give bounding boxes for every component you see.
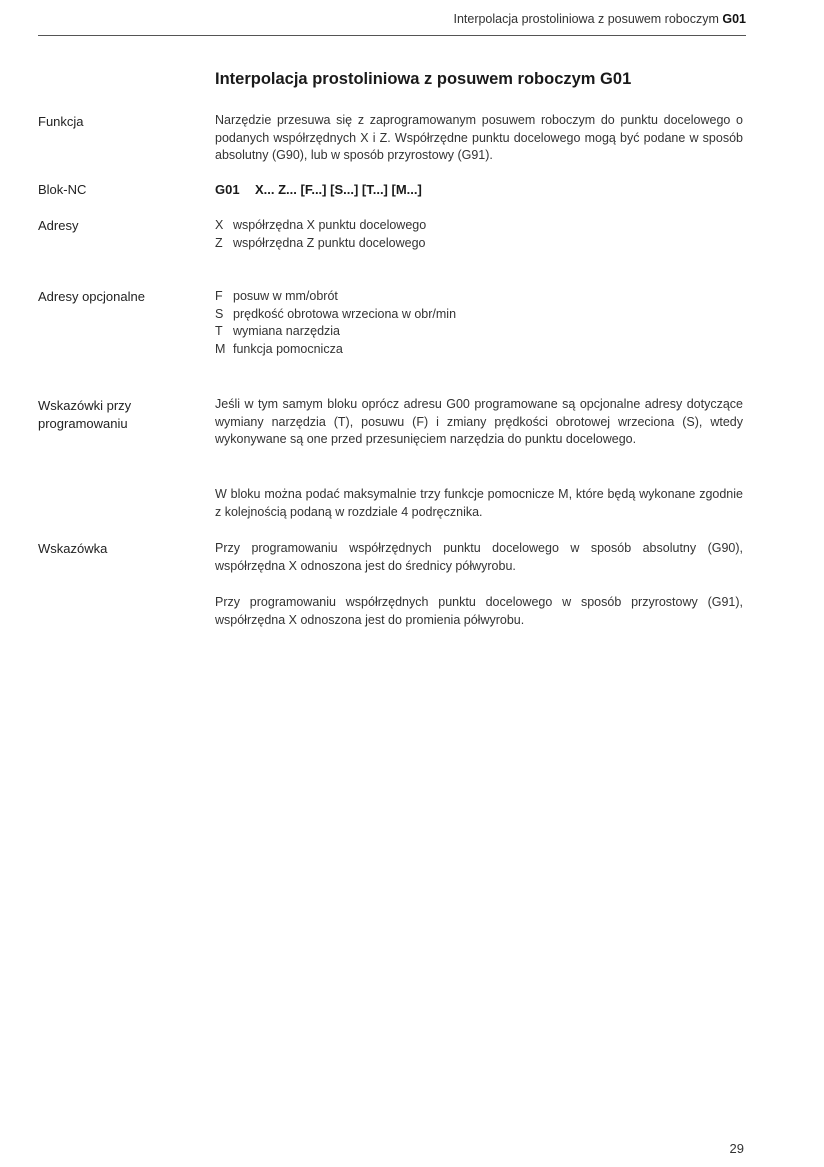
running-header-text: Interpolacja prostoliniowa z posuwem roboczym — [453, 12, 719, 26]
page-number: 29 — [729, 1141, 744, 1156]
address-desc: funkcja pomocnicza — [233, 341, 343, 356]
address-desc: współrzędna Z punktu docelowego — [233, 235, 426, 250]
header-rule — [38, 35, 746, 36]
nc-block-syntax — [215, 181, 743, 199]
address-key: Z — [215, 235, 223, 250]
funkcja-paragraph: Narzędzie przesuwa się z zaprogramowanym posuwem roboczym do punktu docelowego o podanych współrzędnych X i Z. Współrzędne punktu docelowego mogą być podane w sposób absolutny (G90), lub w sposób przyrostowy (G91). — [215, 113, 743, 162]
list-item — [215, 288, 743, 306]
address-key: X — [215, 218, 224, 232]
list-item — [215, 235, 743, 253]
label-wskazowki-line1: Wskazówki przy — [38, 398, 132, 413]
wskazowka-paragraph-2: Przy programowaniu współrzędnych punktu docelowego w sposób przyrostowy (G91), współrzędna X odnoszona jest do promienia półwyrobu. — [215, 595, 743, 627]
list-item — [215, 217, 743, 235]
label-blok-nc: Blok-NC — [38, 182, 87, 197]
address-desc: wymiana narzędzia — [233, 324, 340, 338]
wskazowka-paragraph-1: Przy programowaniu współrzędnych punktu docelowego w sposób absolutny (G90), współrzędna X odnoszona jest do średnicy półwyrobu. — [215, 541, 743, 573]
nc-code: G01 — [215, 182, 240, 197]
label-funkcja: Funkcja — [38, 114, 84, 129]
list-item — [215, 341, 743, 359]
address-desc: posuw w mm/obrót — [233, 289, 338, 303]
page-title: Interpolacja prostoliniowa z posuwem roboczym G01 — [215, 70, 632, 88]
adresy-opcjonalne-list — [215, 288, 743, 358]
running-header — [453, 12, 746, 26]
list-item — [215, 323, 743, 341]
label-wskazowka: Wskazówka — [38, 541, 108, 556]
funkcja-text — [215, 112, 743, 165]
wskazowki-paragraph-1: Jeśli w tym samym bloku oprócz adresu G00 programowane są opcjonalne adresy dotyczące wymiany narzędzia (T), posuwu (F) i zmiany prędkości obrotowej wrzeciona (S), wtedy wykonywane są one przed przesunięciem narzędzia do punktu docelowego. — [215, 397, 743, 446]
wskazowki-text — [215, 396, 743, 449]
wskazowki-paragraph-2: W bloku można podać maksymalnie trzy funkcje pomocnicze M, które będą wykonane zgodnie z kolejnością podaną w rozdziale 4 podręcznika. — [215, 487, 743, 519]
address-key: M — [215, 341, 226, 356]
wskazowka-text-2 — [215, 594, 743, 629]
wskazowka-text — [215, 540, 743, 575]
nc-syntax: X... Z... [F...] [S...] [T...] [M...] — [255, 182, 422, 197]
list-item — [215, 306, 743, 324]
label-adresy: Adresy — [38, 218, 79, 233]
wskazowki-text-2 — [215, 486, 743, 521]
address-desc: prędkość obrotowa wrzeciona w obr/min — [233, 306, 457, 321]
address-desc: współrzędna X punktu docelowego — [233, 218, 427, 232]
address-key: S — [215, 306, 224, 321]
label-adresy-opcjonalne: Adresy opcjonalne — [38, 289, 145, 304]
running-header-code: G01 — [722, 12, 746, 26]
label-wskazowki-line2: programowaniu — [38, 416, 128, 431]
label-wskazowki — [38, 397, 198, 433]
address-key: F — [215, 289, 223, 303]
address-key: T — [215, 324, 223, 338]
adresy-list — [215, 217, 743, 252]
